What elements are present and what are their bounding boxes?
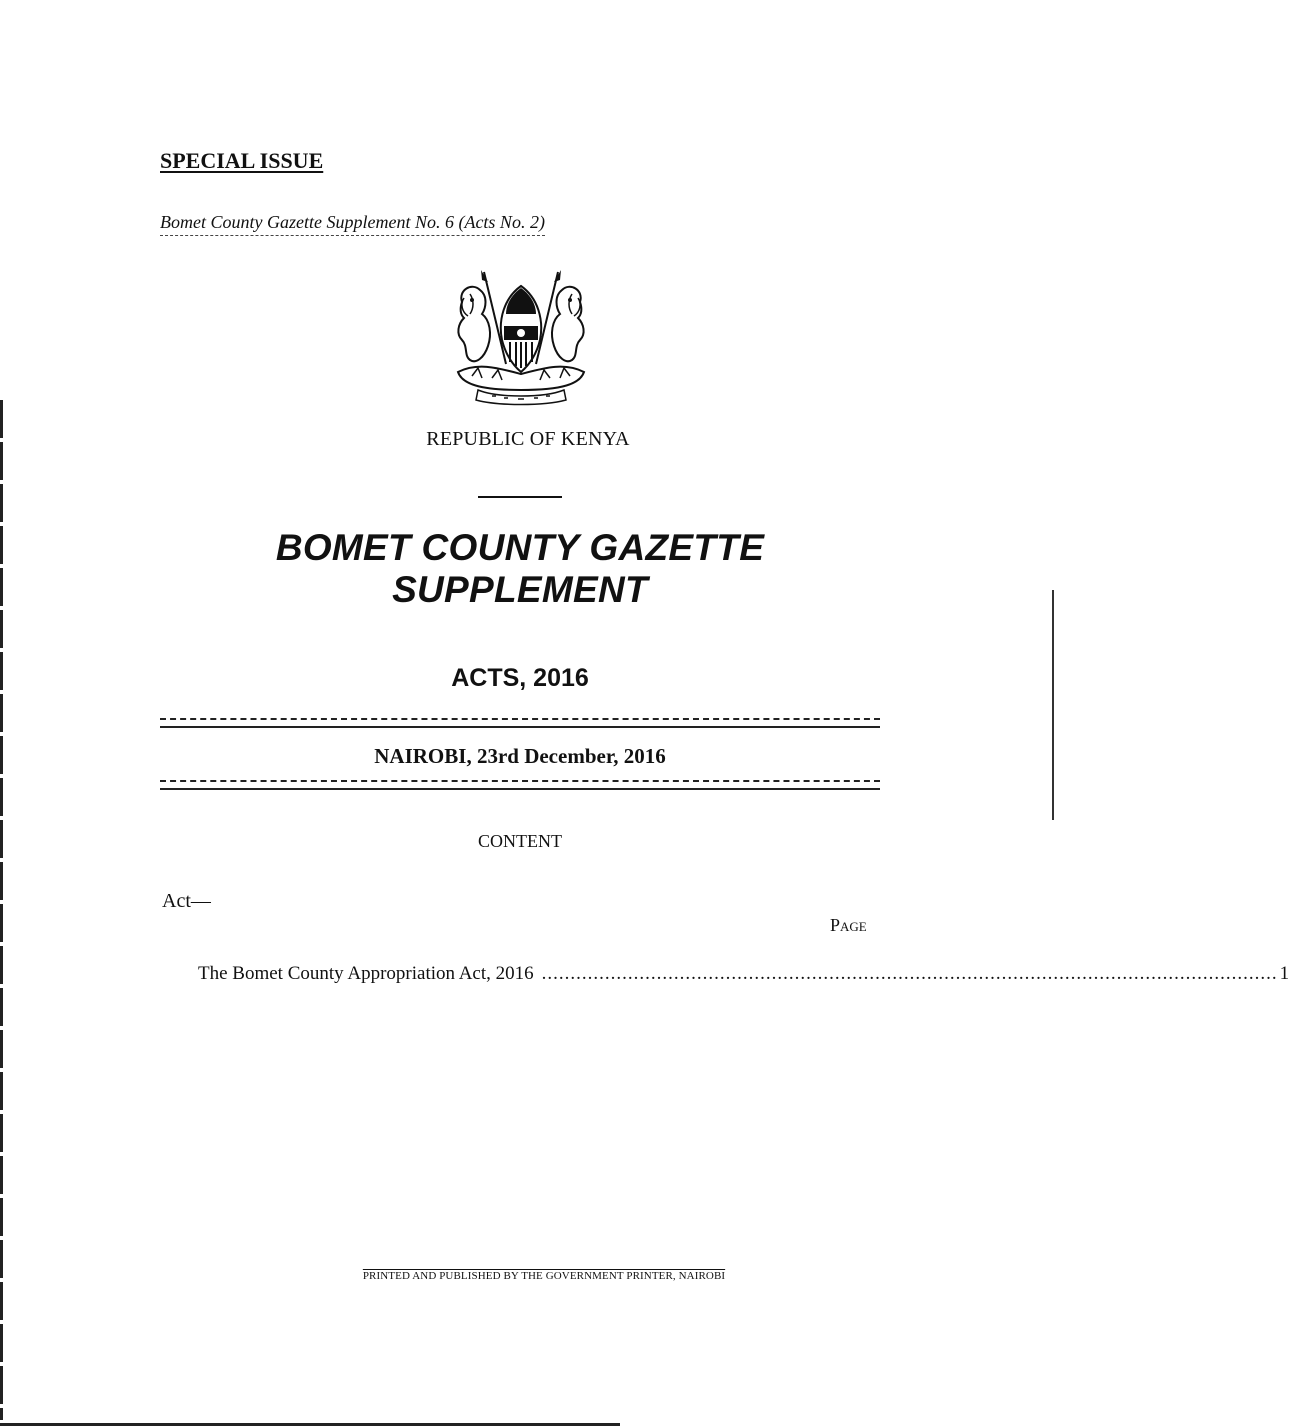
page-column-heading: Page — [830, 915, 867, 935]
supplement-reference: Bomet County Gazette Supplement No. 6 (Acts No. 2) — [160, 212, 545, 236]
toc-entry — [198, 963, 1289, 985]
toc-entry-page: 1 — [1279, 963, 1289, 984]
acts-year-heading: ACTS, 2016 — [451, 664, 589, 692]
scan-edge-bottom — [0, 1423, 620, 1426]
republic-heading: REPUBLIC OF KENYA — [426, 428, 630, 450]
gazette-title-line1: BOMET COUNTY GAZETTE — [275, 527, 765, 568]
gazette-title — [0, 527, 1040, 611]
special-issue-label: SPECIAL ISSUE — [160, 148, 324, 173]
divider-bottom — [160, 780, 880, 790]
divider — [478, 496, 562, 498]
divider-top — [160, 718, 880, 728]
gazette-title-line2: SUPPLEMENT — [392, 569, 648, 610]
content-heading: CONTENT — [478, 831, 562, 851]
act-label: Act— — [162, 890, 211, 912]
kenya-coat-of-arms-icon — [448, 268, 594, 404]
toc-entry-title: The Bomet County Appropriation Act, 2016 — [198, 963, 534, 984]
printer-imprint: PRINTED AND PUBLISHED BY THE GOVERNMENT PRINTER, NAIROBI — [362, 1270, 726, 1282]
dateline: NAIROBI, 23rd December, 2016 — [374, 744, 666, 768]
toc-leader-dots: ................................................................................................................................ — [541, 963, 1278, 984]
scan-edge-right — [1052, 590, 1054, 820]
